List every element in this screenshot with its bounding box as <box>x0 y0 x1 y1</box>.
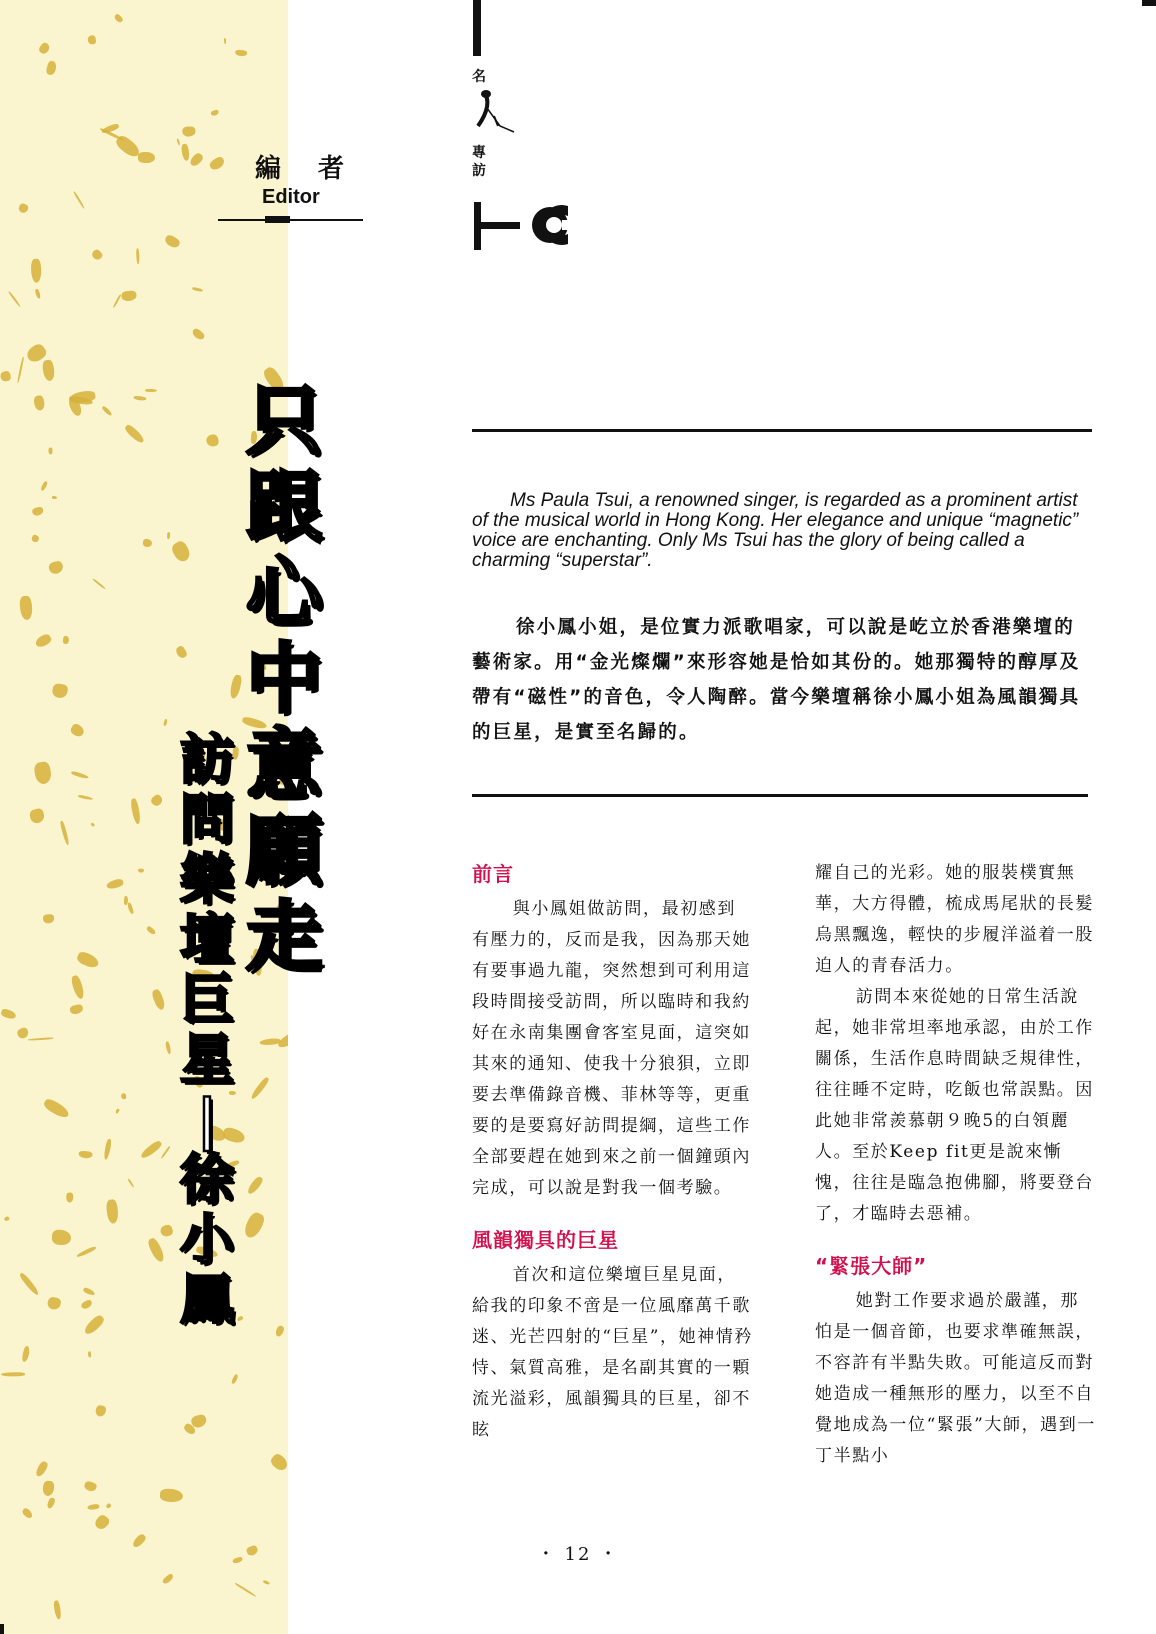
gold-fleck <box>105 878 124 891</box>
paragraph: 訪問本來從她的日常生活說起，她非常坦率地承認，由於工作關係，生活作息時間缺乏規律性，往往睡不定時，吃飯也常誤點。因此她非常羨慕朝９晚5的白領麗人。至於Keep fit更是說來慚愧，往往是臨急抱佛腳，將要登台了，才臨時去惡補。 <box>815 987 1094 1224</box>
gold-fleck <box>123 424 146 446</box>
gold-fleck <box>142 538 152 546</box>
gold-fleck <box>78 1151 92 1160</box>
gold-fleck <box>73 191 85 209</box>
gold-fleck <box>69 1003 84 1015</box>
gold-fleck <box>163 233 181 250</box>
editor-rule-accent <box>265 216 290 223</box>
gold-fleck <box>33 633 52 650</box>
main-title-vertical <box>236 378 332 980</box>
gold-fleck <box>138 152 155 163</box>
gold-fleck <box>46 1297 61 1312</box>
microphone-icon <box>470 86 530 146</box>
gold-fleck <box>34 394 46 410</box>
gold-fleck <box>150 988 166 1011</box>
gold-fleck <box>121 1093 127 1100</box>
gold-fleck <box>136 249 140 265</box>
gold-fleck <box>246 1176 264 1197</box>
gold-fleck <box>82 1286 95 1296</box>
subtitle-char: 徐 <box>180 1148 234 1211</box>
gold-fleck <box>1 1372 25 1377</box>
gold-fleck <box>17 202 29 214</box>
gold-fleck <box>88 1351 91 1358</box>
intro-chinese-text: 徐小鳳小姐，是位實力派歌唱家，可以說是屹立於香港樂壇的藝術家。用“金光燦爛”來形容她是恰如其份的。她那獨特的醇厚及帶有“磁性”的音色，令人陶醉。當今樂壇稱徐小鳳小姐為風韻獨具的巨星，是實至名歸的。 <box>472 617 1081 743</box>
gold-fleck <box>138 868 144 873</box>
corner-mark <box>0 1624 4 1634</box>
subtitle-char: 樂 <box>180 848 234 911</box>
gold-fleck <box>223 38 226 44</box>
gold-fleck <box>160 1145 170 1159</box>
gold-fleck <box>206 434 220 447</box>
gold-fleck <box>42 1481 54 1497</box>
section-label-char: 名 <box>472 69 486 85</box>
gold-fleck <box>76 1245 96 1257</box>
gold-fleck <box>62 636 68 644</box>
gold-fleck <box>235 50 248 57</box>
hc-logo-icon <box>470 196 600 254</box>
gold-fleck <box>121 290 137 301</box>
gold-fleck <box>43 915 55 924</box>
gold-fleck <box>105 1502 111 1508</box>
gold-fleck <box>140 1139 164 1160</box>
subtitle-char: 小 <box>180 1208 234 1271</box>
title-char: 走 <box>246 892 322 981</box>
paragraph: 首次和這位樂壇巨星見面，給我的印象不啻是一位風靡萬千歌迷、光芒四射的“巨星”，她神情矜恃、氣質高雅，是名副其實的一顆流光溢彩，風韻獨具的巨星，卻不眩 <box>472 1265 753 1440</box>
gold-fleck <box>31 534 39 542</box>
gold-fleck <box>40 481 48 492</box>
gold-fleck <box>105 1199 119 1224</box>
gold-fleck <box>16 1026 30 1040</box>
gold-fleck <box>78 794 93 800</box>
gold-fleck <box>114 13 124 23</box>
editor-label-chinese: 編 者 <box>255 154 359 184</box>
gold-fleck <box>210 109 220 117</box>
subtitle-char: 問 <box>180 788 234 851</box>
gold-fleck <box>159 1489 183 1503</box>
editor-label-english: Editor <box>262 186 320 208</box>
gold-fleck <box>161 1572 174 1585</box>
gold-fleck <box>124 896 128 905</box>
gold-fleck <box>145 389 157 392</box>
gold-fleck <box>8 291 21 307</box>
gold-fleck <box>90 823 95 828</box>
gold-fleck <box>83 1314 106 1337</box>
section-label-char: 專 <box>472 145 486 161</box>
gold-fleck <box>112 294 121 309</box>
top-divider <box>472 429 1092 432</box>
gold-fleck <box>0 370 11 382</box>
gold-fleck <box>27 1037 54 1041</box>
gold-fleck <box>38 41 52 55</box>
gold-fleck <box>146 925 157 936</box>
gold-fleck <box>116 1108 121 1114</box>
gold-fleck <box>208 155 226 172</box>
gold-fleck <box>263 1580 271 1585</box>
gold-fleck <box>51 1229 71 1245</box>
gold-fleck <box>46 60 58 75</box>
gold-fleck <box>0 1008 17 1021</box>
gold-fleck <box>250 1076 270 1100</box>
gold-fleck <box>101 405 113 416</box>
gold-fleck <box>66 1192 73 1202</box>
gold-fleck <box>134 396 147 402</box>
gold-fleck <box>231 1374 238 1384</box>
title-char: 心 <box>246 548 322 637</box>
subtitle-char: | <box>197 1088 217 1151</box>
intro-chinese <box>472 610 1092 750</box>
gold-fleck <box>80 1299 93 1311</box>
gold-fleck <box>21 1507 34 1520</box>
gold-fleck <box>128 1178 135 1187</box>
gold-fleck <box>160 1224 174 1238</box>
gold-fleck <box>176 138 180 145</box>
gold-fleck <box>59 821 70 846</box>
subtitle-vertical <box>174 730 240 1330</box>
gold-fleck <box>165 1041 171 1055</box>
subtitle-char: 壇 <box>180 908 234 971</box>
bottom-divider <box>472 794 1088 797</box>
intro-english <box>472 491 1092 571</box>
gold-fleck <box>45 1497 55 1510</box>
paragraph: 她對工作要求過於嚴謹，那怕是一個音節，也要求準確無誤，不容許有半點失敗。可能這反而對她造成一種無形的壓力，以至不自覺地成為一位“緊張”大師，遇到一丁半點小 <box>815 1291 1096 1466</box>
gold-fleck <box>52 495 57 498</box>
subtitle-char: 訪 <box>180 728 234 791</box>
page-number: ・ 12 ・ <box>536 1544 620 1565</box>
subtitle-char: 巨 <box>180 968 234 1031</box>
gold-fleck <box>182 126 195 136</box>
paragraph: 與小鳳姐做訪問，最初感到有壓力的，反而是我，因為那天她有要事過九龍，突然想到可利用這段時間接受訪問，所以臨時和我約好在永南集團會客室見面，這突如其來的通知、使我十分狼狽，立即要去準備錄音機、菲林等等，更重要的是要寫好訪問提綱，這些工作全部要趕在她到來之前一個鐘頭內完成，可以說是對我一個考驗。 <box>472 899 751 1198</box>
gold-fleck <box>235 1582 258 1598</box>
gold-fleck <box>163 719 168 727</box>
gold-fleck <box>76 950 101 970</box>
gold-fleck <box>16 357 24 384</box>
gold-fleck <box>19 595 34 620</box>
gold-fleck <box>51 683 68 699</box>
gold-fleck <box>175 645 188 660</box>
gold-fleck <box>3 1216 9 1222</box>
gold-fleck <box>19 1272 40 1296</box>
editor-rule <box>218 219 363 221</box>
gold-fleck <box>70 974 86 1000</box>
gold-fleck <box>42 359 56 382</box>
gold-fleck <box>192 287 204 293</box>
title-char: 意 <box>246 720 322 809</box>
gold-fleck <box>130 798 141 825</box>
gold-fleck <box>191 327 206 342</box>
subtitle-char: 星 <box>180 1028 234 1091</box>
gold-fleck <box>42 1097 71 1120</box>
article-column-1 <box>472 860 754 1446</box>
paragraph-continued: 耀自己的光彩。她的服裝樸實無華，大方得體，梳成馬尾狀的長髮烏黑飄逸，輕快的步履洋溢着一股迫人的青春活力。 <box>815 863 1094 976</box>
gold-fleck <box>33 761 53 785</box>
gold-fleck <box>87 1503 100 1510</box>
gold-fleck <box>95 1404 107 1417</box>
intro-english-text: Ms Paula Tsui, a renowned singer, is regarded as a prominent artist of the musical world in Hong Kong. Her elegance and unique “magnetic” voice are enchanting. Only Ms Tsui has the glory of being called a charming “superstar”. <box>472 490 1079 571</box>
corner-mark <box>1142 0 1156 6</box>
gold-fleck <box>35 289 42 300</box>
gold-fleck <box>48 560 64 576</box>
section-vertical-bar <box>473 0 481 56</box>
gold-fleck <box>242 1211 267 1241</box>
heading-nervous-master: “緊張大師” <box>815 1254 928 1278</box>
gold-fleck <box>92 1513 110 1532</box>
gold-fleck <box>31 507 43 517</box>
gold-fleck <box>147 1236 167 1262</box>
article-column-2 <box>815 858 1097 1472</box>
gold-fleck <box>28 808 45 825</box>
gold-fleck <box>48 448 52 455</box>
gold-fleck <box>103 1139 112 1161</box>
section-label-char: 訪 <box>472 163 486 179</box>
subtitle-char: 鳳 <box>180 1268 234 1331</box>
heading-foreword: 前言 <box>472 862 514 886</box>
title-char: 只 <box>246 376 322 465</box>
title-char: 跟 <box>246 462 322 551</box>
gold-fleck <box>150 793 165 807</box>
gold-fleck <box>180 144 190 162</box>
title-char: 中 <box>246 634 322 723</box>
gold-fleck <box>169 539 192 564</box>
gold-fleck <box>53 1600 62 1620</box>
gold-fleck <box>71 770 89 779</box>
gold-fleck <box>167 533 171 540</box>
gold-fleck <box>188 152 205 169</box>
gold-fleck <box>22 1346 32 1363</box>
gold-fleck <box>90 249 103 262</box>
gold-fleck <box>83 1480 97 1492</box>
gold-fleck <box>30 258 41 283</box>
gold-fleck <box>269 1452 288 1473</box>
gold-fleck <box>274 1324 284 1337</box>
heading-superstar: 風韻獨具的巨星 <box>472 1228 619 1252</box>
title-char: 願 <box>246 806 322 895</box>
gold-fleck <box>34 1461 49 1479</box>
gold-fleck <box>92 578 106 590</box>
gold-fleck <box>88 35 97 45</box>
gold-fleck <box>69 723 86 739</box>
